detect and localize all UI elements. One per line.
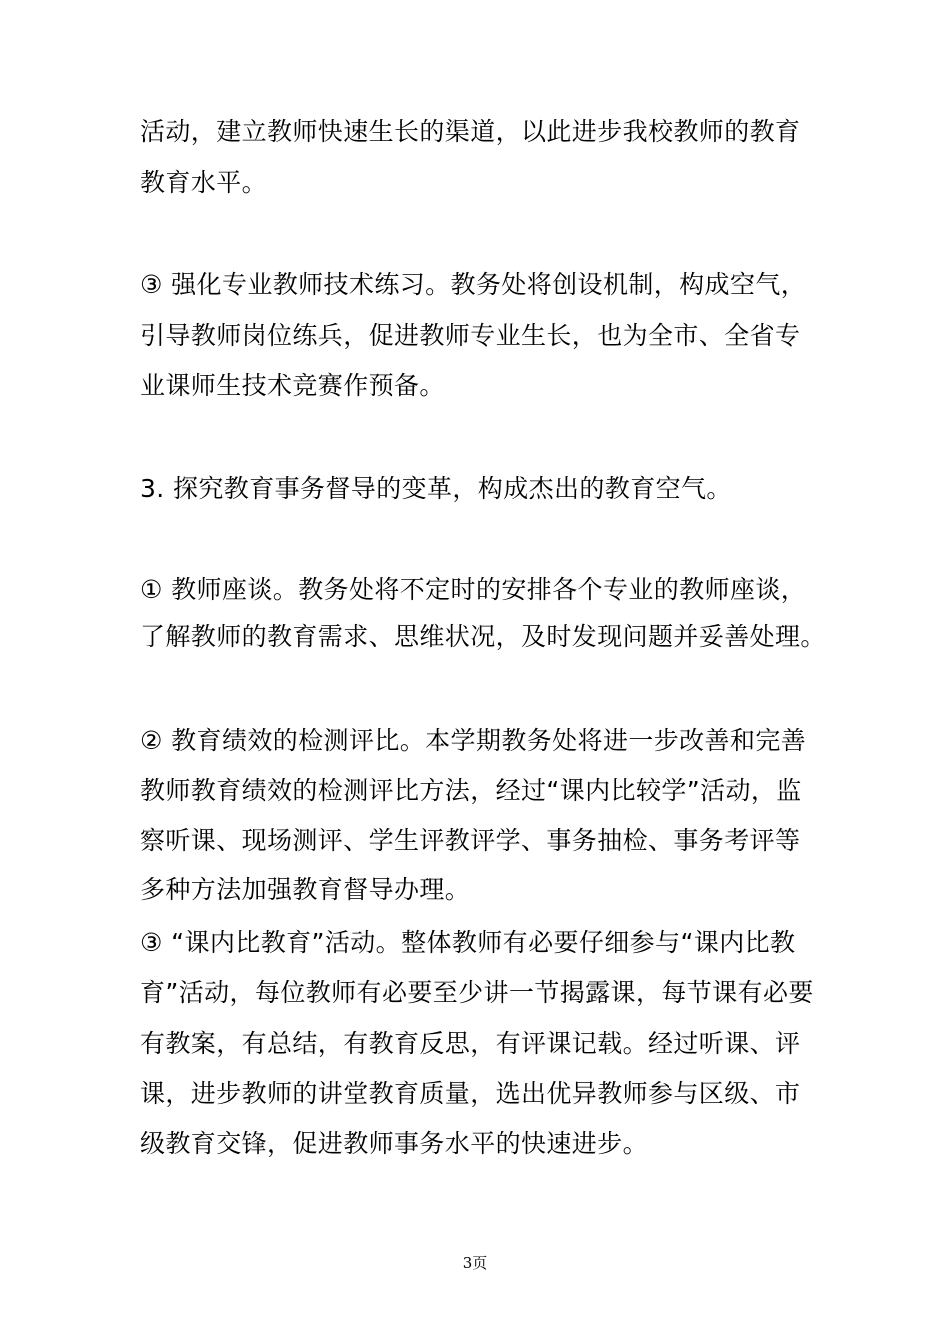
paragraph-line: ③ “课内比教育”活动。整体教师有必要仔细参与“课内比教 <box>140 928 796 957</box>
paragraph-line: 引导教师岗位练兵，促进教师专业生长，也为全市、全省专 <box>140 321 801 350</box>
paragraph-line: 业课师生技术竞赛作预备。 <box>140 371 445 400</box>
page-number: 3页 <box>462 1254 488 1272</box>
paragraph-line: 有教案，有总结，有教育反思，有评课记载。经过听课、评 <box>140 1029 801 1058</box>
paragraph-line: 教师教育绩效的检测评比方法，经过“课内比较学”活动，监 <box>140 776 802 805</box>
paragraph-line: 课，进步教师的讲堂教育质量，选出优异教师参与区级、市 <box>140 1079 801 1108</box>
paragraph-line: 活动，建立教师快速生长的渠道，以此进步我校教师的教育 <box>140 117 801 146</box>
paragraph-line: 级教育交锋，促进教师事务水平的快速进步。 <box>140 1129 649 1158</box>
paragraph-line: 教育水平。 <box>140 168 268 197</box>
section-heading: 3. 探究教育事务督导的变革，构成杰出的教育空气。 <box>140 474 732 503</box>
paragraph-line: 了解教师的教育需求、思维状况，及时发现问题并妥善处理。 <box>140 622 826 651</box>
paragraph-line: ① 教师座谈。教务处将不定时的安排各个专业的教师座谈， <box>140 575 807 604</box>
paragraph-line: 多种方法加强教育督导办理。 <box>140 875 471 904</box>
paragraph-line: 察听课、现场测评、学生评教评学、事务抽检、事务考评等 <box>140 826 801 855</box>
paragraph-line: ② 教育绩效的检测评比。本学期教务处将进一步改善和完善 <box>140 726 807 755</box>
paragraph-line: ③ 强化专业教师技术练习。教务处将创设机制，构成空气， <box>140 270 807 299</box>
paragraph-line: 育”活动，每位教师有必要至少讲一节揭露课，每节课有必要 <box>140 978 814 1007</box>
